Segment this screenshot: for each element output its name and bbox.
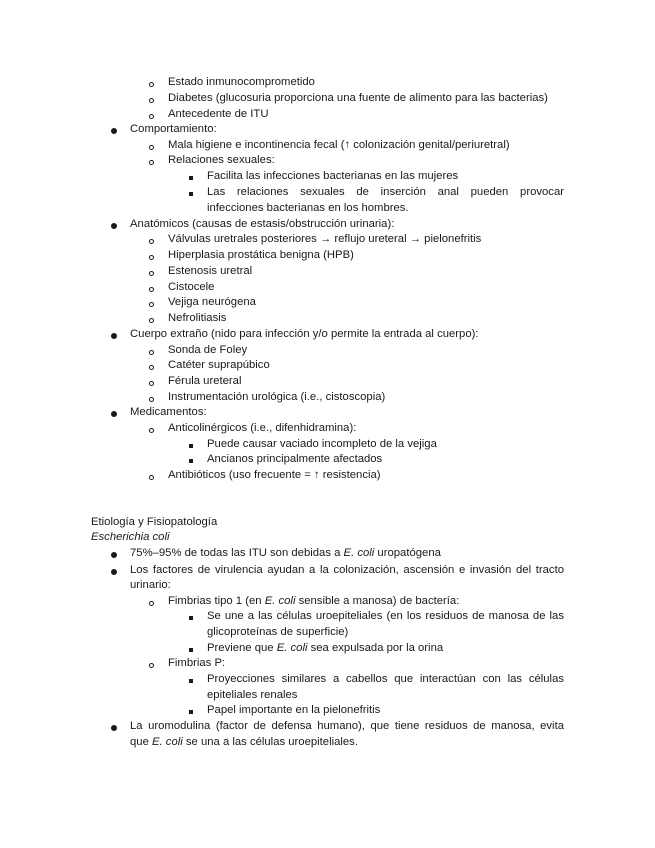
- list-item: Cistocele: [168, 281, 215, 293]
- list-item: Los factores de virulencia ayudan a la colonización, ascensión e invasión del tracto: [130, 564, 564, 576]
- list-item: Antibióticos (uso frecuente = ↑ resistencia): [168, 469, 381, 481]
- list-item: Fimbrias P:: [168, 657, 226, 669]
- list-item: Válvulas uretrales posteriores → reflujo ureteral → pielonefritis: [168, 233, 482, 245]
- list-item: Proyecciones similares a cabellos que interactúan con las células: [207, 673, 564, 685]
- bullet-circle-icon: [149, 601, 154, 606]
- bullet-disc-icon: [111, 223, 117, 229]
- list-item: Nefrolitiasis: [168, 312, 227, 324]
- bullet-circle-icon: [149, 365, 154, 370]
- bullet-disc-icon: [111, 569, 117, 575]
- list-item: 75%–95% de todas las ITU son debidas a E. coli uropatógena: [130, 547, 441, 559]
- list-item: Las relaciones sexuales de inserción anal pueden provocar: [207, 186, 564, 198]
- bullet-square-icon: [189, 648, 193, 652]
- list-item-continuation: que E. coli se una a las células uroepiteliales.: [130, 736, 358, 748]
- list-item: Mala higiene e incontinencia fecal (↑ colonización genital/periuretral): [168, 139, 510, 151]
- bullet-circle-icon: [149, 98, 154, 103]
- list-item: Fimbrias tipo 1 (en E. coli sensible a manosa) de bactería:: [168, 595, 460, 607]
- list-item: Puede causar vaciado incompleto de la vejiga: [207, 438, 437, 450]
- list-item: Férula ureteral: [168, 375, 242, 387]
- bullet-disc-icon: [111, 552, 117, 558]
- list-item: La uromodulina (factor de defensa humano), que tiene residuos de manosa, evita: [130, 720, 564, 732]
- list-item: Anticolinérgicos (i.e., difenhidramina):: [168, 422, 357, 434]
- bullet-circle-icon: [149, 271, 154, 276]
- bullet-square-icon: [189, 616, 193, 620]
- list-item-continuation: urinario:: [130, 579, 171, 591]
- bullet-disc-icon: [111, 411, 117, 417]
- bullet-circle-icon: [149, 302, 154, 307]
- bullet-circle-icon: [149, 82, 154, 87]
- list-item-continuation: epiteliales renales: [207, 689, 298, 701]
- list-item: Papel importante en la pielonefritis: [207, 704, 381, 716]
- list-item: Diabetes (glucosuria proporciona una fuente de alimento para las bacterias): [168, 92, 548, 104]
- bullet-circle-icon: [149, 255, 154, 260]
- bullet-disc-icon: [111, 333, 117, 339]
- section-title-anatomic: Anatómicos (causas de estasis/obstrucción urinaria):: [130, 218, 395, 230]
- bullet-circle-icon: [149, 318, 154, 323]
- bullet-circle-icon: [149, 428, 154, 433]
- bullet-circle-icon: [149, 663, 154, 668]
- bullet-square-icon: [189, 710, 193, 714]
- list-item: Instrumentación urológica (i.e., cistoscopia): [168, 391, 386, 403]
- bullet-circle-icon: [149, 350, 154, 355]
- list-item: Antecedente de ITU: [168, 108, 269, 120]
- section-title-medications: Medicamentos:: [130, 406, 207, 418]
- list-item: Sonda de Foley: [168, 344, 248, 356]
- list-item: Previene que E. coli sea expulsada por la orina: [207, 642, 444, 654]
- list-item: Facilita las infecciones bacterianas en las mujeres: [207, 170, 459, 182]
- bullet-circle-icon: [149, 381, 154, 386]
- bullet-circle-icon: [149, 160, 154, 165]
- section-subheading: Escherichia coli: [91, 531, 170, 543]
- list-item: Estado inmunocomprometido: [168, 76, 315, 88]
- bullet-circle-icon: [149, 114, 154, 119]
- bullet-square-icon: [189, 459, 193, 463]
- list-item: Catéter suprapúbico: [168, 359, 270, 371]
- list-item: Ancianos principalmente afectados: [207, 453, 383, 465]
- bullet-square-icon: [189, 679, 193, 683]
- bullet-circle-icon: [149, 397, 154, 402]
- list-item: Estenosis uretral: [168, 265, 253, 277]
- section-heading: Etiología y Fisiopatología: [91, 516, 218, 528]
- bullet-square-icon: [189, 176, 193, 180]
- bullet-circle-icon: [149, 287, 154, 292]
- section-title-foreign-body: Cuerpo extraño (nido para infección y/o permite la entrada al cuerpo):: [130, 328, 479, 340]
- list-item: Relaciones sexuales:: [168, 154, 275, 166]
- list-item: Se une a las células uroepiteliales (en los residuos de manosa de las: [207, 610, 564, 622]
- bullet-square-icon: [189, 192, 193, 196]
- section-title-behavior: Comportamiento:: [130, 123, 217, 135]
- list-item-continuation: glicoproteínas de superficie): [207, 626, 349, 638]
- bullet-circle-icon: [149, 475, 154, 480]
- bullet-circle-icon: [149, 239, 154, 244]
- list-item: Hiperplasia prostática benigna (HPB): [168, 249, 354, 261]
- bullet-disc-icon: [111, 128, 117, 134]
- list-item: Vejiga neurógena: [168, 296, 256, 308]
- bullet-disc-icon: [111, 725, 117, 731]
- bullet-circle-icon: [149, 145, 154, 150]
- bullet-square-icon: [189, 444, 193, 448]
- list-item-continuation: infecciones bacterianas en los hombres.: [207, 202, 409, 214]
